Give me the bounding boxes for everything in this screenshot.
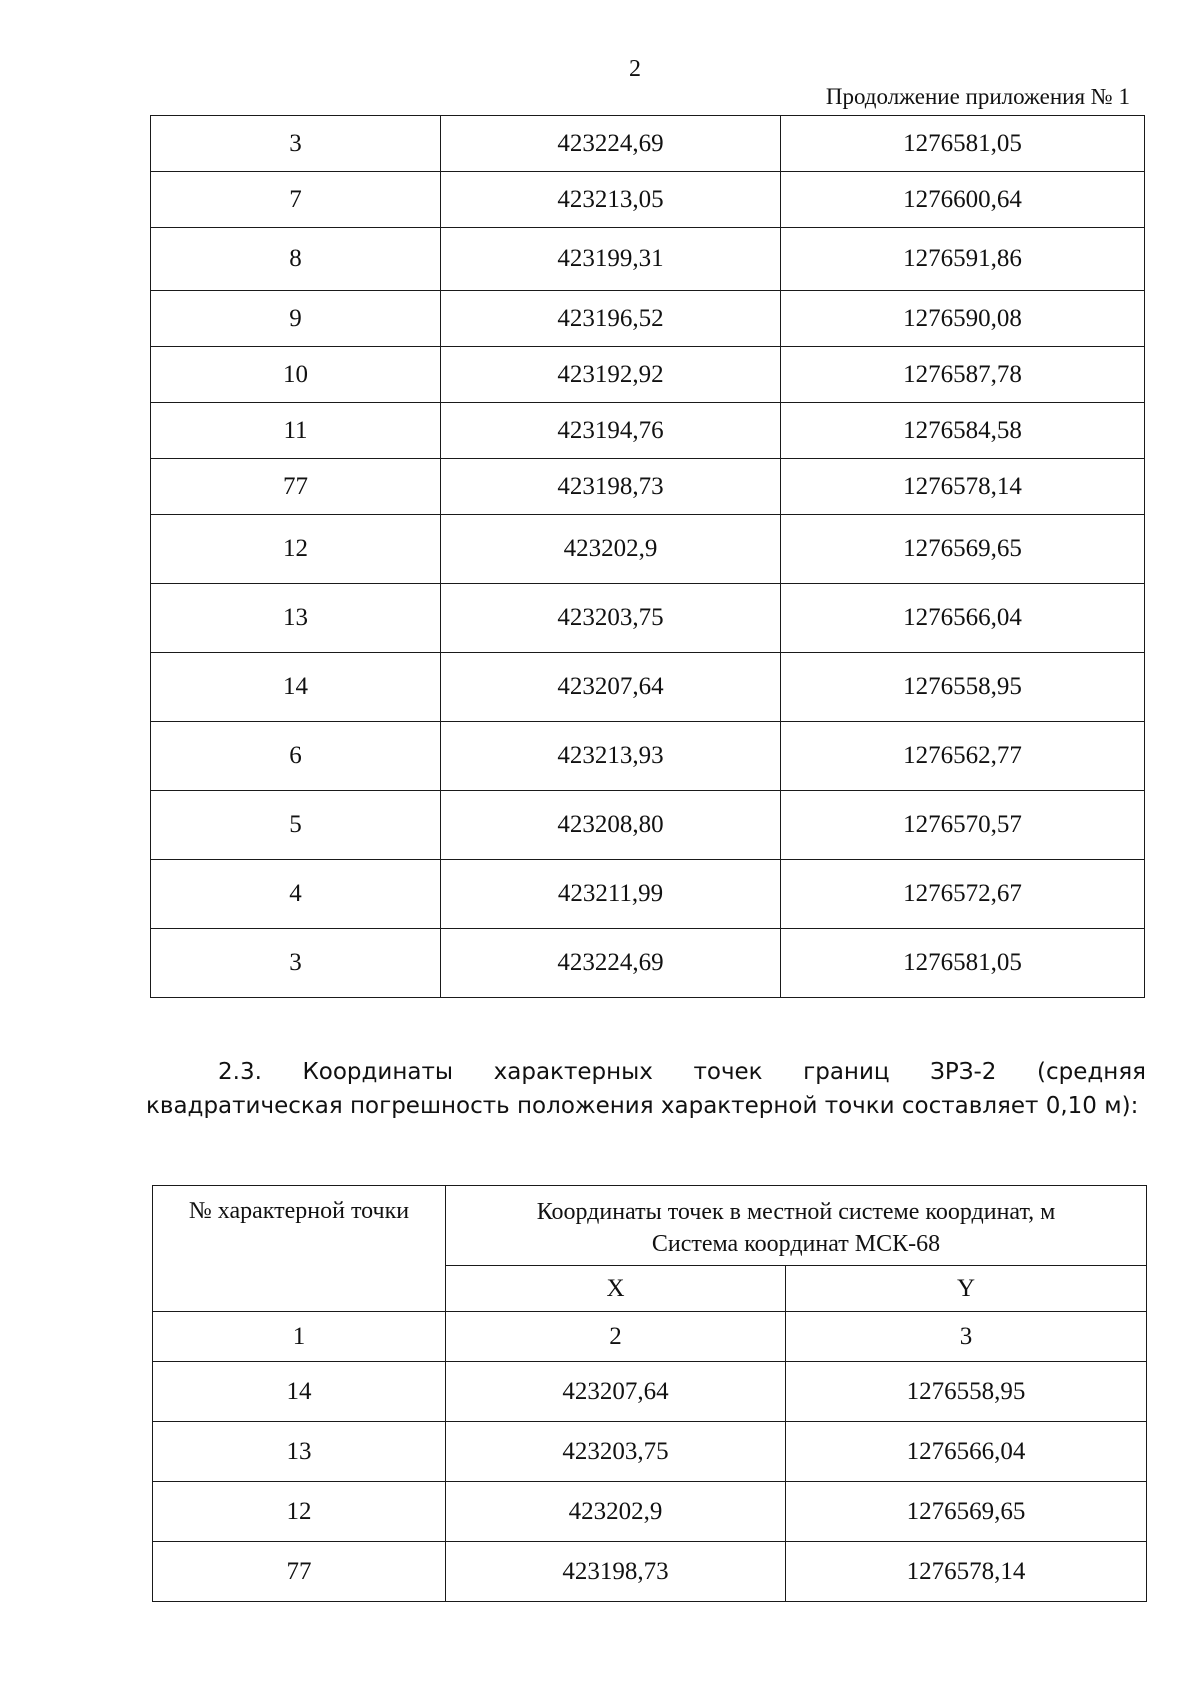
- x-coordinate-cell: 423198,73: [441, 459, 781, 515]
- x-coordinate-cell: 423194,76: [441, 403, 781, 459]
- y-coordinate-cell: 1276569,65: [781, 515, 1145, 584]
- y-coordinate-cell: 1276581,05: [781, 116, 1145, 172]
- column-number-cell: 2: [446, 1312, 786, 1362]
- table-row: [151, 403, 1145, 459]
- column-number-cell: 3: [786, 1312, 1147, 1362]
- y-coordinate-cell: 1276558,95: [786, 1362, 1147, 1422]
- y-coordinate-cell: 1276590,08: [781, 291, 1145, 347]
- y-coordinate-cell: 1276566,04: [786, 1422, 1147, 1482]
- header-x: X: [446, 1266, 786, 1312]
- column-number-cell: 1: [153, 1312, 446, 1362]
- y-coordinate-cell: 1276581,05: [781, 929, 1145, 998]
- x-coordinate-cell: 423207,64: [446, 1362, 786, 1422]
- x-coordinate-cell: 423203,75: [441, 584, 781, 653]
- y-coordinate-cell: 1276572,67: [781, 860, 1145, 929]
- x-coordinate-cell: 423224,69: [441, 116, 781, 172]
- x-coordinate-cell: 423213,93: [441, 722, 781, 791]
- table-row: [151, 860, 1145, 929]
- table-row: [151, 172, 1145, 228]
- x-coordinate-cell: 423211,99: [441, 860, 781, 929]
- x-coordinate-cell: 423199,31: [441, 228, 781, 291]
- header-coordinates-line2: Система координат МСК-68: [651, 1230, 941, 1257]
- table-row: [153, 1482, 1147, 1542]
- y-coordinate-cell: 1276566,04: [781, 584, 1145, 653]
- table-row: [153, 1542, 1147, 1602]
- point-number-cell: 9: [151, 291, 441, 347]
- x-coordinate-cell: 423208,80: [441, 791, 781, 860]
- y-coordinate-cell: 1276578,14: [781, 459, 1145, 515]
- y-coordinate-cell: 1276570,57: [781, 791, 1145, 860]
- header-coordinates: [446, 1186, 1147, 1266]
- table-row: [151, 584, 1145, 653]
- table-row: [151, 291, 1145, 347]
- x-coordinate-cell: 423213,05: [441, 172, 781, 228]
- point-number-cell: 11: [151, 403, 441, 459]
- section-paragraph: 2.3. Координаты характерных точек границ ЗРЗ-2 (средняя квадратическая погрешность положения характерной точки составляет 0,10 м):: [146, 1059, 1146, 1119]
- y-coordinate-cell: 1276584,58: [781, 403, 1145, 459]
- x-coordinate-cell: 423224,69: [441, 929, 781, 998]
- point-number-cell: 3: [151, 929, 441, 998]
- table-row: [151, 722, 1145, 791]
- coordinates-table-zrz2: [152, 1185, 1147, 1602]
- x-coordinate-cell: 423196,52: [441, 291, 781, 347]
- point-number-cell: 6: [151, 722, 441, 791]
- x-coordinate-cell: 423198,73: [446, 1542, 786, 1602]
- continuation-label: Продолжение приложения № 1: [825, 84, 1130, 109]
- y-coordinate-cell: 1276558,95: [781, 653, 1145, 722]
- point-number-cell: 10: [151, 347, 441, 403]
- point-number-cell: 77: [151, 459, 441, 515]
- table-row: [153, 1362, 1147, 1422]
- table-row: [151, 515, 1145, 584]
- table-row: [151, 653, 1145, 722]
- table-row: [153, 1422, 1147, 1482]
- y-coordinate-cell: 1276578,14: [786, 1542, 1147, 1602]
- point-number-cell: 12: [151, 515, 441, 584]
- x-coordinate-cell: 423207,64: [441, 653, 781, 722]
- point-number-cell: 14: [153, 1362, 446, 1422]
- table-row: [151, 459, 1145, 515]
- point-number-cell: 5: [151, 791, 441, 860]
- table-header-row: [153, 1186, 1147, 1266]
- point-number-cell: 13: [153, 1422, 446, 1482]
- y-coordinate-cell: 1276569,65: [786, 1482, 1147, 1542]
- x-coordinate-cell: 423202,9: [446, 1482, 786, 1542]
- point-number-cell: 8: [151, 228, 441, 291]
- y-coordinate-cell: 1276562,77: [781, 722, 1145, 791]
- table-row: [151, 347, 1145, 403]
- table-row: [151, 791, 1145, 860]
- table-row: [151, 116, 1145, 172]
- point-number-cell: 14: [151, 653, 441, 722]
- point-number-cell: 12: [153, 1482, 446, 1542]
- header-coordinates-line1: Координаты точек в местной системе координат, м: [536, 1198, 1056, 1225]
- point-number-cell: 3: [151, 116, 441, 172]
- page-number: 2: [629, 56, 641, 82]
- header-y: Y: [786, 1266, 1147, 1312]
- column-numbers-row: [153, 1312, 1147, 1362]
- y-coordinate-cell: 1276600,64: [781, 172, 1145, 228]
- y-coordinate-cell: 1276591,86: [781, 228, 1145, 291]
- header-point-number: № характерной точки: [153, 1186, 446, 1312]
- table-row: [151, 228, 1145, 291]
- point-number-cell: 13: [151, 584, 441, 653]
- point-number-cell: 77: [153, 1542, 446, 1602]
- x-coordinate-cell: 423202,9: [441, 515, 781, 584]
- x-coordinate-cell: 423203,75: [446, 1422, 786, 1482]
- x-coordinate-cell: 423192,92: [441, 347, 781, 403]
- point-number-cell: 7: [151, 172, 441, 228]
- point-number-cell: 4: [151, 860, 441, 929]
- table-row: [151, 929, 1145, 998]
- coordinates-table-continued: [150, 115, 1145, 998]
- y-coordinate-cell: 1276587,78: [781, 347, 1145, 403]
